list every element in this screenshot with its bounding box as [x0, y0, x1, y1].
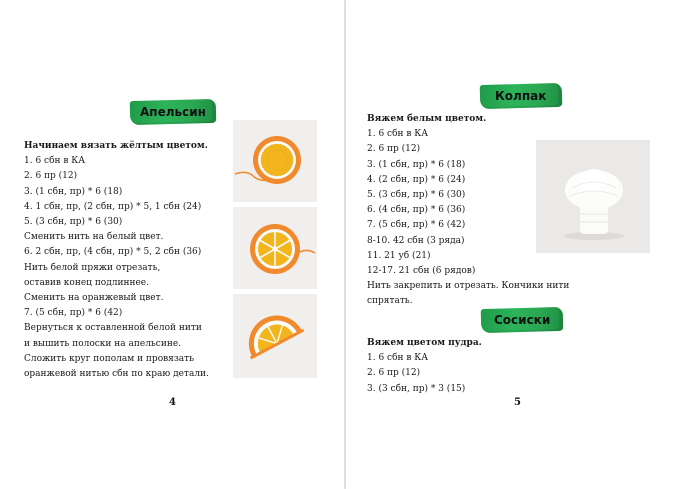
page-number: 5	[514, 397, 521, 408]
instruction-line: Начинаем вязать жёлтым цветом.	[24, 141, 208, 151]
instruction-line: 5. (3 сбн, пр) * 6 (30)	[367, 190, 466, 201]
instruction-line: спрятать.	[367, 296, 413, 307]
instruction-line: 7. (5 сбн, пр) * 6 (42)	[24, 308, 123, 319]
orange-slice-image	[233, 294, 317, 378]
instruction-line: оставив конец подлиннее.	[24, 277, 149, 288]
photo-orange-slice	[233, 294, 317, 378]
photo-orange-stripes	[233, 207, 317, 289]
section-title-banner	[481, 307, 564, 333]
photo-chef-hat	[536, 140, 650, 253]
instruction-line: 4. (2 сбн, пр) * 6 (24)	[367, 174, 466, 185]
page-number: 4	[169, 397, 176, 408]
section-title-banner	[480, 83, 563, 109]
page-left	[0, 0, 344, 489]
instruction-line: Сменить на оранжевый цвет.	[24, 293, 164, 304]
instruction-line: 1. 6 сбн в КА	[24, 156, 86, 167]
instruction-line: 2. 6 пр (12)	[24, 171, 78, 182]
instruction-line: 1. 6 сбн в КА	[367, 129, 429, 140]
instruction-line: 4. 1 сбн, пр, (2 сбн, пр) * 5, 1 сбн (24)	[24, 201, 202, 212]
instruction-line: 3. (1 сбн, пр) * 6 (18)	[24, 186, 123, 197]
instructions-list	[367, 336, 482, 397]
instructions-list	[24, 139, 209, 382]
instruction-line: Сменить нить на белый цвет.	[24, 232, 164, 243]
instruction-line: 8-10. 42 сбн (3 ряда)	[367, 235, 465, 246]
instruction-line: 5. (3 сбн, пр) * 6 (30)	[24, 217, 123, 228]
instruction-line: 12-17. 21 сбн (6 рядов)	[367, 266, 476, 277]
chef-hat-image	[536, 140, 650, 253]
instruction-line: 6. 2 сбн, пр, (4 сбн, пр) * 5, 2 сбн (36)	[24, 247, 202, 258]
instruction-line: 1. 6 сбн в КА	[367, 353, 429, 364]
instruction-line: 2. 6 пр (12)	[367, 368, 421, 379]
instruction-line: и вышить полоски на апельсине.	[24, 338, 182, 349]
instruction-line: Нить закрепить и отрезать. Кончики нити	[367, 281, 570, 292]
instruction-line: Сложить круг пополам и провязать	[24, 353, 195, 364]
instruction-line: Вяжем цветом пудра.	[367, 338, 482, 348]
instruction-line: Вяжем белым цветом.	[367, 114, 487, 124]
instruction-line: 3. (3 сбн, пр) * 3 (15)	[367, 383, 466, 394]
orange-stripes-image	[233, 207, 317, 289]
orange-disc-image	[233, 120, 317, 202]
instruction-line: 6. (4 сбн, пр) * 6 (36)	[367, 205, 466, 216]
instruction-line: оранжевой нитью сбн по краю детали.	[24, 369, 209, 380]
instruction-line: 11. 21 уб (21)	[367, 250, 431, 261]
instruction-line: 2. 6 пр (12)	[367, 144, 421, 155]
photo-orange-disc	[233, 120, 317, 202]
instruction-line: 3. (1 сбн, пр) * 6 (18)	[367, 159, 466, 170]
section-title: Апельсин	[140, 105, 206, 119]
instruction-line: Вернуться к оставленной белой нити	[24, 323, 202, 334]
section-title: Колпак	[495, 89, 547, 103]
instruction-line: 7. (5 сбн, пр) * 6 (42)	[367, 220, 466, 231]
section-title: Сосиски	[493, 313, 551, 327]
page-right	[346, 0, 690, 489]
instruction-line: Нить белой пряжи отрезать,	[24, 262, 161, 273]
section-title-banner	[130, 99, 217, 125]
